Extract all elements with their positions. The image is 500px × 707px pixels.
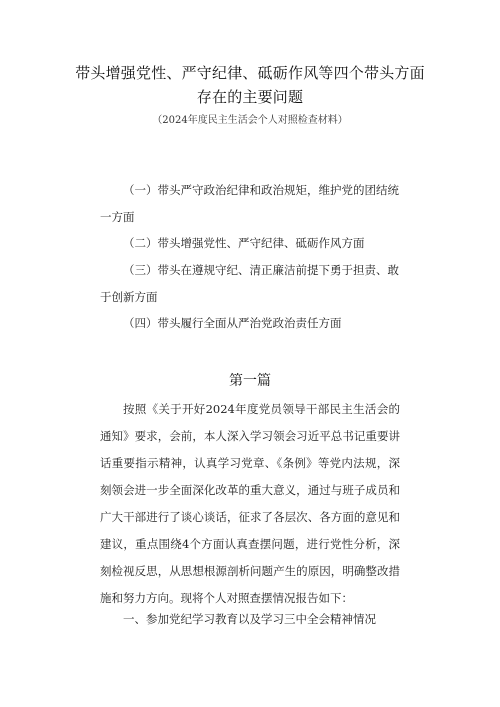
toc-item-4: （四）带头履行全面从严治党政治责任方面: [123, 316, 342, 330]
toc-item-2: （二）带头增强党性、严守纪律、砥砺作风方面: [123, 236, 365, 250]
document-subtitle: （2024年度民主生活会个人对照检查材料）: [152, 115, 348, 126]
toc-item-3: （三）带头在遵规守纪、清正廉洁前提下勇于担责、敢于创新方面: [100, 263, 399, 304]
body-paragraph: 按照《关于开好2024年度党员领导干部民主生活会的通知》要求，会前，本人深入学习领会习近平总书记重要讲话重要指示精神，认真学习党章、《条例》等党内法规，深刻领会进一步全面深化改革的重大意义，通过与班子成员和广大干部进行了谈心谈话，征求了各层次、各方面的意见和建议，重点围绕4个方面认真查摆问题，进行党性分析，深刻检视反思，从思想根源剖析问题产生的原因，明确整改措施和努力方向。现将个人对照查摆情况报告如下：: [100, 402, 400, 605]
item-heading-1: 一、参加党纪学习教育以及学习三中全会精神情况: [123, 612, 376, 626]
section-heading: 第一篇: [229, 373, 271, 389]
toc-item-1: （一）带头严守政治纪律和政治规矩，维护党的团结统一方面: [100, 183, 399, 224]
document-title-line-1: 带头增强党性、严守纪律、砥砺作风等四个带头方面: [75, 64, 425, 82]
document-title-line-2: 存在的主要问题: [196, 88, 304, 106]
